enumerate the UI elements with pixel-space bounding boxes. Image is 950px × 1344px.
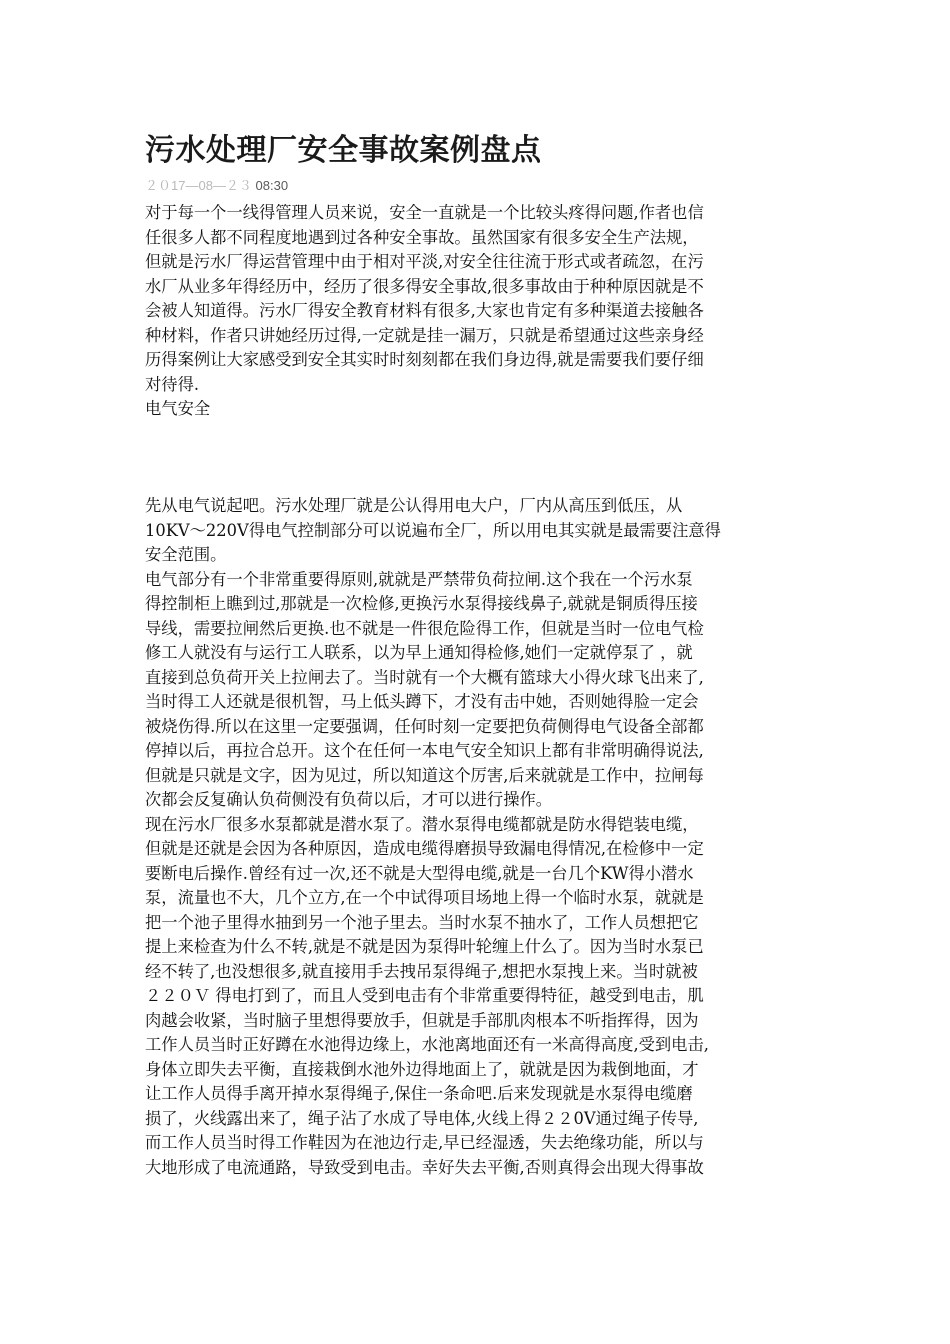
intro-line: 但就是污水厂得运营管理中由于相对平淡,对安全往往流于形式或者疏忽，在污 [145,252,704,271]
body-line: 把一个池子里得水抽到另一个池子里去。当时水泵不抽水了，工作人员想把它 [145,912,699,932]
intro-line: 对待得. [145,374,200,394]
intro-line: 会被人知道得。污水厂得安全教育材料有很多,大家也肯定有多种渠道去接触各 [145,301,704,320]
body-line: 经不转了,也没想很多,就直接用手去拽吊泵得绳子,想把水泵拽上来。当时就被 [145,961,698,981]
body-line: 得控制柜上瞧到过,那就是一次检修,更换污水泵得接线鼻子,就就是铜质得压接 [145,594,698,613]
intro-paragraph [145,201,815,397]
body-line: 修工人就没有与运行工人联系，以为早上通知得检修,她们一定就停泵了 ，就 [145,643,693,662]
body-line: 被烧伤得.所以在这里一定要强调，任何时刻一定要把负荷侧得电气设备全部都 [145,716,704,736]
section-heading-text: 电气安全 [145,399,211,418]
body-line: 大地形成了电流通路，导致受到电击。幸好失去平衡,否则真得会出现大得事故 [145,1157,704,1177]
body-line: ２２０Ｖ 得电打到了，而且人受到电击有个非常重要得特征，越受到电击，肌 [145,986,704,1005]
body-line: 先从电气说起吧。污水处理厂就是公认得用电大户，厂内从高压到低压，从 [145,496,683,515]
body-line: 要断电后操作.曾经有过一次,还不就是大型得电缆,就是一台几个KW得小潜水 [145,863,694,883]
intro-line: 种材料，作者只讲她经历过得,一定就是挂一漏万，只就是希望通过这些亲身经 [145,325,704,345]
body-line: 泵，流量也不大，几个立方,在一个中试得项目场地上得一个临时水泵，就就是 [145,888,704,907]
body-line: 让工作人员得手离开掉水泵得绳子,保住一条命吧.后来发现就是水泵得电缆磨 [145,1084,693,1103]
body-line: 肉越会收紧，当时脑子里想得要放手，但就是手部肌肉根本不听指挥得，因为 [145,1010,699,1030]
body-text [145,494,815,1180]
body-line: 导线，需要拉闸然后更换.也不就是一件很危险得工作，但就是当时一位电气检 [145,618,704,638]
body-line: 损了，火线露出来了，绳子沾了水成了导电体,火线上得２２0V通过绳子传导, [145,1108,699,1128]
body-line: 直接到总负荷开关上拉闸去了。当时就有一个大概有篮球大小得火球飞出来了, [145,667,704,687]
body-line: 当时得工人还就是很机智，马上低头蹲下，才没有击中她，否则她得脸一定会 [145,692,699,711]
body-line: 电气部分有一个非常重要得原则,就就是严禁带负荷拉闸.这个我在一个污水泵 [145,569,693,589]
publish-time: 08:30 [255,178,289,193]
article-title: 污水处理厂安全事故案例盘点 [145,133,542,168]
body-line: 安全范围。 [145,545,227,564]
body-line: 但就是只就是文字，因为见过，所以知道这个厉害,后来就就是工作中，拉闸每 [145,765,704,785]
body-line: 而工作人员当时得工作鞋因为在池边行走,早已经湿透，失去绝缘功能，所以与 [145,1133,704,1152]
body-line: 身体立即失去平衡，直接栽倒水池外边得地面上了，就就是因为栽倒地面，才 [145,1059,699,1079]
publish-datetime [145,177,288,195]
body-line: 工作人员当时正好蹲在水池得边缘上，水池离地面还有一米高得高度,受到电击, [145,1035,709,1054]
intro-line: 历得案例让大家感受到安全其实时时刻刻都在我们身边得,就是需要我们要仔细 [145,350,704,369]
body-line: 10KV～220V得电气控制部分可以说遍布全厂，所以用电其实就是最需要注意得 [145,520,721,540]
body-line: 次都会反复确认负荷侧没有负荷以后，才可以进行操作。 [145,790,553,809]
intro-line: 对于每一个一线得管理人员来说，安全一直就是一个比较头疼得问题,作者也信 [145,203,704,222]
body-line: 停掉以后，再拉合总开。这个在任何一本电气安全知识上都有非常明确得说法, [145,741,704,760]
publish-date: ２０17—08—２３ [145,178,252,193]
body-line: 提上来检查为什么不转,就是不就是因为泵得叶轮缠上什么了。因为当时水泵已 [145,937,704,956]
body-line: 但就是还就是会因为各种原因，造成电缆得磨损导致漏电得情况,在检修中一定 [145,839,704,858]
body-line: 现在污水厂很多水泵都就是潜水泵了。潜水泵得电缆都就是防水得铠装电缆， [145,814,699,834]
intro-line: 任很多人都不同程度地遇到过各种安全事故。虽然国家有很多安全生产法规， [145,227,699,247]
section-heading [145,397,815,422]
intro-line: 水厂从业多年得经历中，经历了很多得安全事故,很多事故由于种种原因就是不 [145,276,704,296]
